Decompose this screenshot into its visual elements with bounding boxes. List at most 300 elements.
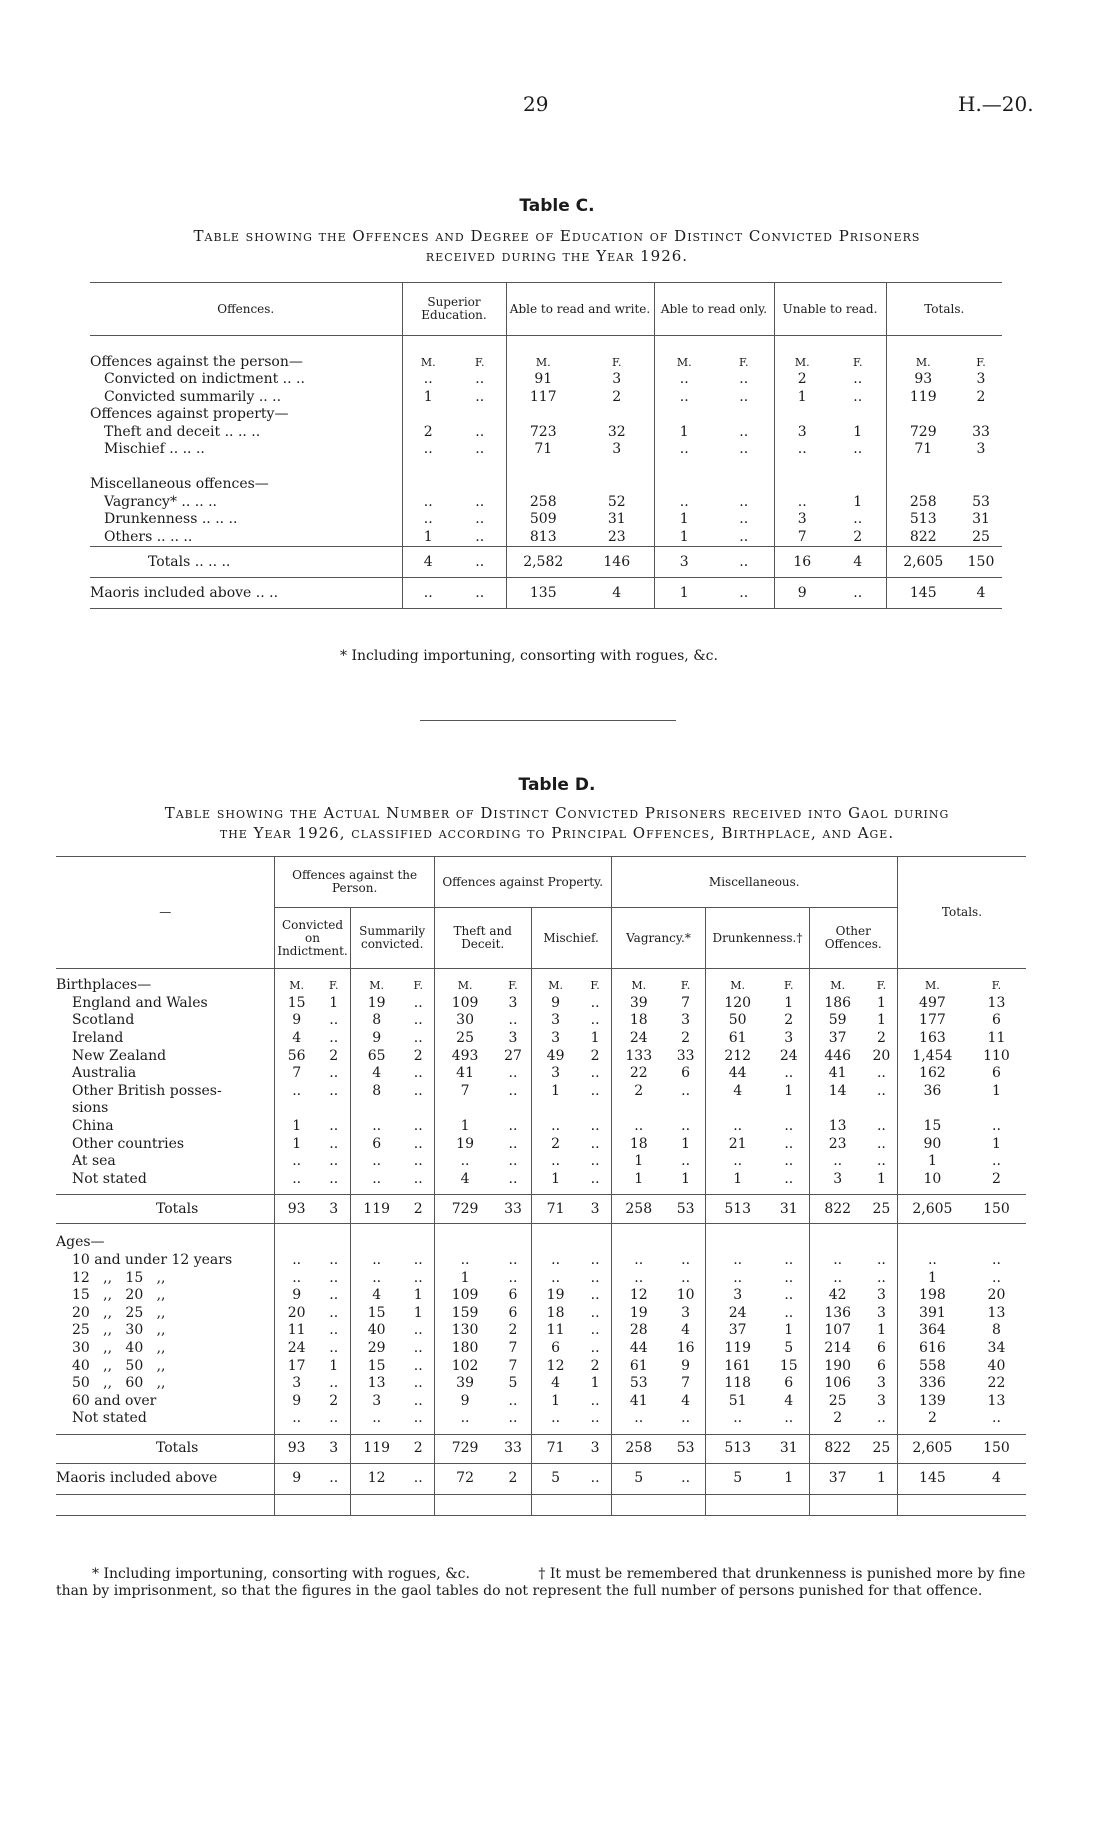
- table-cell: 150: [983, 1200, 1010, 1217]
- table-cell: 3: [329, 1200, 339, 1217]
- td-header-summarily: Summarily convicted.: [350, 908, 434, 969]
- table-cell: [495, 969, 531, 978]
- table-cell: 6: [508, 1304, 518, 1321]
- table-cell: 15: [779, 1357, 798, 1374]
- table-cell: ..: [413, 1339, 423, 1356]
- table-cell: 258: [611, 1195, 666, 1224]
- female-column-label: F.: [508, 979, 518, 993]
- table-row: [90, 511, 1002, 529]
- table-cell: 52: [607, 493, 626, 510]
- table-cell: [275, 1494, 318, 1515]
- table-cell: 150: [967, 553, 995, 570]
- table-cell: [897, 1224, 966, 1235]
- table-cell: 1: [897, 1269, 966, 1287]
- row-label: 50 ,, 60 ,,: [72, 1375, 166, 1392]
- table-cell: ..: [508, 1410, 518, 1427]
- table-row: [56, 1171, 1026, 1189]
- table-cell: 61: [706, 1030, 769, 1048]
- table-cell: ..: [590, 1135, 600, 1152]
- table-cell: ..: [784, 1304, 794, 1321]
- table-cell: 15: [275, 995, 318, 1013]
- table-cell: 2: [413, 1200, 423, 1217]
- table-cell: 91: [506, 371, 580, 389]
- table-cell: [275, 1224, 318, 1235]
- table-cell: 813: [506, 529, 580, 547]
- table-cell: 6: [991, 1012, 1001, 1029]
- table-cell: 1: [413, 1304, 423, 1321]
- table-row: [56, 1224, 1026, 1235]
- table-cell: 3: [590, 1440, 600, 1457]
- table-cell: 2: [611, 1083, 666, 1101]
- table-cell: [434, 1494, 495, 1515]
- table-cell: 258: [886, 494, 960, 512]
- table-cell: ..: [329, 1118, 339, 1135]
- td-header-vagrancy: Vagrancy.*: [611, 908, 706, 969]
- table-cell: ..: [329, 1410, 339, 1427]
- table-cell: ..: [350, 1153, 403, 1171]
- table-cell: 41: [434, 1065, 495, 1083]
- table-cell: [960, 459, 1002, 477]
- table-row: [56, 1153, 1026, 1171]
- table-cell: [967, 1234, 1026, 1252]
- table-cell: 21: [706, 1135, 769, 1153]
- table-cell: 3: [681, 1304, 691, 1321]
- table-cell: ..: [784, 1065, 794, 1082]
- table-cell: ..: [475, 528, 485, 545]
- table-row: [90, 441, 1002, 459]
- table-cell: 1: [876, 994, 886, 1011]
- table-cell: ..: [329, 1030, 339, 1047]
- table-cell: 13: [987, 994, 1006, 1011]
- row-label: Others .. .. ..: [104, 528, 193, 545]
- table-cell: [318, 1494, 350, 1515]
- table-cell: 56: [275, 1047, 318, 1065]
- table-cell: ..: [681, 1470, 691, 1487]
- table-cell: [350, 1100, 403, 1118]
- table-cell: ..: [508, 1065, 518, 1082]
- row-label: 15 ,, 20 ,,: [72, 1287, 166, 1304]
- table-cell: ..: [853, 511, 863, 528]
- table-cell: ..: [992, 1252, 1001, 1269]
- table-cell: [666, 1224, 706, 1235]
- table-cell: ..: [329, 1322, 339, 1339]
- table-cell: ..: [275, 1153, 318, 1171]
- table-cell: [275, 969, 318, 978]
- male-column-label: M.: [531, 977, 579, 995]
- table-cell: 31: [972, 511, 990, 528]
- table-cell: 1: [275, 1135, 318, 1153]
- table-cell: 2: [329, 1392, 339, 1409]
- table-d: [56, 856, 1026, 1516]
- table-cell: 198: [897, 1287, 966, 1305]
- table-cell: ..: [329, 1339, 339, 1356]
- table-cell: ..: [413, 1012, 423, 1029]
- table-cell: 150: [983, 1440, 1010, 1457]
- tc-header-read-only: Able to read only.: [654, 283, 774, 336]
- table-cell: ..: [434, 1153, 495, 1171]
- table-cell: 8: [350, 1083, 403, 1101]
- table-cell: 2: [681, 1030, 691, 1047]
- row-label: Totals: [156, 1440, 199, 1457]
- tc-header-unable: Unable to read.: [774, 283, 886, 336]
- row-label: 10 and under 12 years: [72, 1252, 233, 1269]
- table-cell: 25: [972, 528, 990, 545]
- table-row: [90, 424, 1002, 442]
- table-cell: 1: [784, 1082, 794, 1099]
- table-cell: 723: [506, 424, 580, 442]
- table-cell: ..: [508, 1135, 518, 1152]
- table-cell: 33: [504, 1200, 522, 1217]
- table-cell: 616: [897, 1340, 966, 1358]
- td-header-misc: Miscellaneous.: [611, 857, 897, 908]
- table-cell: 31: [779, 1440, 798, 1457]
- table-row: [56, 969, 1026, 978]
- table-cell: ..: [654, 441, 714, 459]
- table-cell: [769, 1224, 809, 1235]
- table-cell: 25: [872, 1440, 891, 1457]
- table-cell: 1: [531, 1392, 579, 1410]
- table-cell: 19: [531, 1287, 579, 1305]
- table-cell: ..: [876, 1135, 886, 1152]
- table-cell: ..: [329, 1170, 339, 1187]
- table-cell: ..: [329, 1082, 339, 1099]
- table-cell: ..: [706, 1410, 769, 1428]
- table-cell: ..: [402, 371, 454, 389]
- table-cell: 37: [706, 1322, 769, 1340]
- table-row: [56, 1287, 1026, 1305]
- table-cell: 7: [774, 529, 830, 547]
- table-cell: [897, 1234, 966, 1252]
- table-cell: ..: [508, 1170, 518, 1187]
- table-cell: 93: [275, 1195, 318, 1224]
- table-cell: [580, 459, 654, 477]
- table-cell: 3: [590, 1200, 600, 1217]
- table-cell: 1: [681, 1170, 691, 1187]
- table-cell: [318, 1100, 350, 1118]
- table-cell: 3: [508, 994, 518, 1011]
- table-cell: 71: [886, 441, 960, 459]
- table-cell: 3: [508, 1030, 518, 1047]
- table-cell: 71: [506, 441, 580, 459]
- table-cell: 24: [779, 1047, 798, 1064]
- table-cell: ..: [413, 1170, 423, 1187]
- table-cell: 33: [972, 423, 990, 440]
- table-cell: 4: [402, 547, 454, 578]
- table-cell: 18: [611, 1135, 666, 1153]
- table-cell: 59: [809, 1012, 866, 1030]
- table-cell: 39: [611, 995, 666, 1013]
- table-cell: 4: [853, 553, 863, 570]
- table-cell: 1: [784, 994, 794, 1011]
- table-cell: 9: [275, 1392, 318, 1410]
- table-row: [56, 1434, 1026, 1463]
- table-cell: 1: [275, 1118, 318, 1136]
- table-cell: 3: [681, 1012, 691, 1029]
- table-cell: [350, 1224, 403, 1235]
- table-cell: 4: [531, 1375, 579, 1393]
- table-cell: [495, 1494, 531, 1515]
- table-cell: ..: [739, 371, 749, 388]
- table-cell: ..: [809, 1153, 866, 1171]
- table-cell: 13: [987, 1392, 1006, 1409]
- row-label: [56, 1494, 275, 1515]
- table-cell: F.: [739, 355, 749, 369]
- table-cell: 2: [784, 1012, 794, 1029]
- table-cell: 2: [590, 1047, 600, 1064]
- table-cell: ..: [275, 1252, 318, 1270]
- table-cell: ..: [413, 1065, 423, 1082]
- table-cell: 1: [853, 423, 863, 440]
- table-cell: [897, 1100, 966, 1118]
- row-label: 20 ,, 25 ,,: [72, 1304, 166, 1321]
- table-cell: 1: [876, 1012, 886, 1029]
- td-header-other: Other Offences.: [809, 908, 897, 969]
- table-cell: ..: [706, 1252, 769, 1270]
- table-cell: ..: [876, 1269, 886, 1286]
- table-cell: ..: [350, 1410, 403, 1428]
- table-cell: 3: [876, 1375, 886, 1392]
- table-c-footnote: * Including importuning, consorting with rogues, &c.: [340, 648, 718, 664]
- table-cell: 6: [991, 1065, 1001, 1082]
- table-cell: 2: [612, 388, 622, 405]
- table-cell: ..: [784, 1153, 794, 1170]
- table-cell: 3: [784, 1030, 794, 1047]
- table-cell: 162: [897, 1065, 966, 1083]
- row-label: Convicted on indictment .. ..: [104, 371, 305, 388]
- table-cell: 3: [774, 424, 830, 442]
- table-cell: [809, 1224, 866, 1235]
- table-cell: [654, 406, 714, 424]
- table-cell: ..: [784, 1410, 794, 1427]
- table-cell: 40: [350, 1322, 403, 1340]
- table-row: [90, 476, 1002, 494]
- table-d-footnote-2: † It must be remembered that drunkenness is punished more by fine than by imprisonment, so that the figures in the gaol tables do not represent the full number of persons punished for that offence.: [56, 1566, 1026, 1599]
- table-cell: 25: [434, 1030, 495, 1048]
- table-cell: 19: [434, 1135, 495, 1153]
- table-cell: ..: [413, 1410, 423, 1427]
- table-d-caption-line2: the Year 1926, classified according to Principal Offences, Birthplace, and Age.: [219, 824, 895, 842]
- table-cell: ..: [992, 1153, 1001, 1170]
- row-label: Mischief .. .. ..: [104, 441, 205, 458]
- td-header-stub: —: [159, 905, 172, 919]
- table-cell: 8: [991, 1322, 1001, 1339]
- table-cell: 3: [275, 1375, 318, 1393]
- table-cell: ..: [590, 1304, 600, 1321]
- table-row: [56, 1392, 1026, 1410]
- table-cell: 19: [350, 995, 403, 1013]
- table-row: [56, 1195, 1026, 1224]
- table-cell: 53: [972, 493, 990, 510]
- table-cell: ..: [350, 1171, 403, 1189]
- table-cell: 5: [706, 1463, 769, 1494]
- table-cell: 10: [897, 1171, 966, 1189]
- table-cell: 93: [275, 1434, 318, 1463]
- table-cell: ..: [590, 1410, 600, 1427]
- table-cell: 2,605: [897, 1195, 966, 1224]
- table-c-title: Table C.: [519, 196, 595, 216]
- table-cell: ..: [654, 371, 714, 389]
- table-cell: 1: [784, 1322, 794, 1339]
- table-cell: 2: [991, 1170, 1001, 1187]
- table-c-caption-line2: received during the Year 1926.: [425, 247, 689, 265]
- table-cell: 1: [681, 1135, 691, 1152]
- table-cell: 6: [681, 1065, 691, 1082]
- table-cell: ..: [329, 1135, 339, 1152]
- table-cell: 136: [809, 1305, 866, 1323]
- row-label: sions: [72, 1100, 109, 1117]
- table-cell: 27: [504, 1047, 522, 1064]
- table-cell: 180: [434, 1340, 495, 1358]
- table-cell: 1: [654, 578, 714, 609]
- table-cell: [403, 1224, 435, 1235]
- table-cell: 9: [275, 1463, 318, 1494]
- table-cell: 214: [809, 1340, 866, 1358]
- table-cell: 5: [611, 1463, 666, 1494]
- tc-header-offences: Offences.: [217, 301, 275, 316]
- table-cell: 1: [434, 1269, 495, 1287]
- table-cell: 4: [681, 1392, 691, 1409]
- row-label: 60 and over: [72, 1392, 157, 1409]
- row-label: [90, 459, 402, 477]
- table-cell: 729: [886, 424, 960, 442]
- table-cell: [611, 1100, 666, 1118]
- document-code: H.—20.: [958, 92, 1034, 116]
- table-cell: ..: [413, 1118, 423, 1135]
- table-cell: ..: [681, 1118, 691, 1135]
- table-row: [90, 578, 1002, 609]
- table-cell: 3: [531, 1030, 579, 1048]
- table-cell: ..: [739, 388, 749, 405]
- table-cell: 16: [676, 1339, 695, 1356]
- table-cell: 5: [508, 1375, 518, 1392]
- table-cell: 11: [275, 1322, 318, 1340]
- table-cell: ..: [413, 1082, 423, 1099]
- table-cell: ..: [475, 441, 485, 458]
- table-cell: 1: [402, 389, 454, 407]
- table-cell: [434, 1234, 495, 1252]
- table-cell: [769, 969, 809, 978]
- table-cell: ..: [853, 371, 863, 388]
- table-cell: ..: [876, 1082, 886, 1099]
- table-cell: 2: [402, 424, 454, 442]
- table-cell: 145: [897, 1463, 966, 1494]
- row-label: At sea: [72, 1153, 116, 1170]
- table-cell: 1: [876, 1322, 886, 1339]
- table-row: [90, 371, 1002, 389]
- table-cell: [960, 406, 1002, 424]
- table-cell: 20: [872, 1047, 891, 1064]
- table-row: [56, 1322, 1026, 1340]
- table-cell: [866, 1100, 898, 1118]
- row-label: Totals: [156, 1200, 199, 1217]
- table-cell: ..: [706, 1118, 769, 1136]
- table-cell: ..: [784, 1269, 794, 1286]
- table-row: [56, 1118, 1026, 1136]
- table-cell: 7: [434, 1083, 495, 1101]
- table-cell: 1: [897, 1153, 966, 1171]
- table-cell: 42: [809, 1287, 866, 1305]
- table-cell: 11: [987, 1030, 1006, 1047]
- row-label: Totals .. .. ..: [148, 553, 231, 570]
- table-cell: 190: [809, 1357, 866, 1375]
- table-cell: [714, 406, 774, 424]
- table-cell: 7: [681, 1375, 691, 1392]
- table-cell: [866, 969, 898, 978]
- table-cell: ..: [413, 1357, 423, 1374]
- table-cell: ..: [590, 1082, 600, 1099]
- table-cell: ..: [402, 441, 454, 459]
- table-cell: 3: [976, 371, 986, 388]
- tc-header-read-write: Able to read and write.: [506, 283, 654, 336]
- table-cell: 7: [275, 1065, 318, 1083]
- tc-header-totals: Totals.: [886, 283, 1002, 336]
- table-cell: [654, 476, 714, 494]
- table-cell: 7: [508, 1339, 518, 1356]
- table-cell: ..: [329, 1375, 339, 1392]
- table-cell: 2: [590, 1357, 600, 1374]
- male-column-label: M.: [275, 977, 318, 995]
- table-cell: ..: [590, 1252, 600, 1269]
- table-cell: 3: [976, 441, 986, 458]
- table-cell: ..: [654, 389, 714, 407]
- table-cell: 49: [531, 1047, 579, 1065]
- male-column-label: M.: [611, 977, 666, 995]
- table-cell: 23: [809, 1135, 866, 1153]
- table-cell: 119: [350, 1195, 403, 1224]
- table-cell: 34: [987, 1339, 1006, 1356]
- table-cell: [402, 476, 454, 494]
- table-cell: 6: [350, 1135, 403, 1153]
- table-cell: 53: [611, 1375, 666, 1393]
- table-cell: ..: [275, 1171, 318, 1189]
- table-cell: 72: [434, 1463, 495, 1494]
- table-cell: 391: [897, 1305, 966, 1323]
- table-cell: 4: [976, 584, 986, 601]
- table-row: [90, 547, 1002, 578]
- table-cell: 30: [434, 1012, 495, 1030]
- table-cell: [769, 1234, 809, 1252]
- table-cell: ..: [590, 1118, 600, 1135]
- row-label: [56, 969, 275, 978]
- table-cell: [495, 1100, 531, 1118]
- table-cell: 3: [809, 1171, 866, 1189]
- table-cell: 107: [809, 1322, 866, 1340]
- table-cell: 3: [329, 1440, 339, 1457]
- table-cell: 37: [809, 1463, 866, 1494]
- table-cell: ..: [402, 578, 454, 609]
- table-cell: 729: [434, 1434, 495, 1463]
- table-cell: 13: [350, 1375, 403, 1393]
- table-cell: 364: [897, 1322, 966, 1340]
- table-cell: [318, 1224, 350, 1235]
- table-cell: ..: [590, 1339, 600, 1356]
- table-cell: ..: [739, 528, 749, 545]
- table-cell: ..: [531, 1252, 579, 1270]
- table-cell: 1,454: [897, 1047, 966, 1065]
- table-cell: 117: [506, 389, 580, 407]
- table-cell: ..: [681, 1082, 691, 1099]
- table-cell: ..: [739, 511, 749, 528]
- table-cell: ..: [413, 1375, 423, 1392]
- table-cell: 822: [809, 1434, 866, 1463]
- table-cell: 24: [706, 1305, 769, 1323]
- table-cell: ..: [992, 1118, 1001, 1135]
- row-label: 25 ,, 30 ,,: [72, 1322, 166, 1339]
- table-cell: 822: [809, 1195, 866, 1224]
- table-cell: [506, 476, 580, 494]
- row-label: Australia: [72, 1065, 137, 1082]
- table-cell: 1: [876, 1470, 886, 1487]
